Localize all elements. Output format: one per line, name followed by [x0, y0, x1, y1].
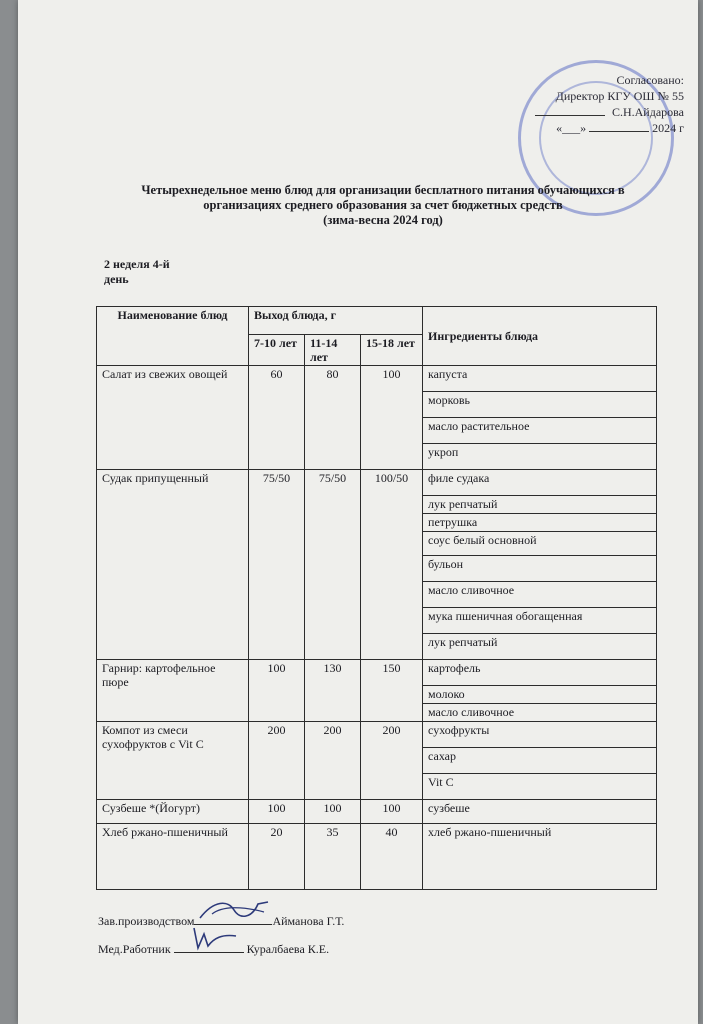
table-row	[97, 366, 657, 392]
ingredient: хлеб ржано-пшеничный	[423, 824, 657, 890]
yield-15-18: 100	[361, 366, 423, 470]
document-title	[78, 183, 688, 228]
header-age-11-14: 11-14 лет	[305, 335, 361, 366]
approval-position: Директор КГУ ОШ № 55	[555, 89, 684, 103]
title-line-3: (зима-весна 2024 год)	[323, 213, 443, 227]
yield-7-10: 100	[249, 660, 305, 722]
menu-table-body	[97, 366, 657, 890]
header-age-7-10: 7-10 лет	[249, 335, 305, 366]
dish-name: Гарнир: картофельное пюре	[97, 660, 249, 722]
week-day-label: 2 неделя 4-й день	[104, 257, 170, 286]
ingredient: молоко	[423, 686, 657, 704]
yield-11-14: 100	[305, 800, 361, 824]
ingredient: сузбеше	[423, 800, 657, 824]
header-age-15-18: 15-18 лет	[361, 335, 423, 366]
table-row	[97, 660, 657, 686]
approval-signer-row	[535, 104, 684, 120]
med-signature-scrawl	[174, 924, 244, 954]
dish-name: Компот из смеси сухофруктов с Vit C	[97, 722, 249, 800]
header-ingredients: Ингредиенты блюда	[423, 307, 657, 366]
ingredient: Vit C	[423, 774, 657, 800]
ingredient: сахар	[423, 748, 657, 774]
document-sheet	[18, 0, 698, 1024]
title-line-1: Четырехнедельное меню блюд для организации бесплатного питания обучающихся в	[141, 183, 625, 197]
ingredient: морковь	[423, 392, 657, 418]
yield-11-14: 130	[305, 660, 361, 722]
ingredient: капуста	[423, 366, 657, 392]
dish-name: Сузбеше *(Йогурт)	[97, 800, 249, 824]
ingredient: петрушка	[423, 514, 657, 532]
table-row	[97, 470, 657, 496]
yield-7-10: 200	[249, 722, 305, 800]
yield-15-18: 40	[361, 824, 423, 890]
med-name: Куралбаева К.Е.	[246, 942, 330, 956]
approval-signer: С.Н.Айдарова	[611, 105, 684, 119]
dish-name: Салат из свежих овощей	[97, 366, 249, 470]
manager-title: Зав.производством	[98, 914, 195, 928]
manager-name: Айманова Г.Т.	[272, 914, 345, 928]
ingredient: масло растительное	[423, 418, 657, 444]
dish-name: Хлеб ржано-пшеничный	[97, 824, 249, 890]
approval-date-day: «___»	[556, 121, 587, 135]
yield-7-10: 100	[249, 800, 305, 824]
yield-15-18: 200	[361, 722, 423, 800]
yield-15-18: 100/50	[361, 470, 423, 660]
yield-11-14: 200	[305, 722, 361, 800]
table-row	[97, 824, 657, 890]
ingredient: укроп	[423, 444, 657, 470]
ingredient: масло сливочное	[423, 704, 657, 722]
med-signature	[174, 940, 244, 953]
ingredient: лук репчатый	[423, 634, 657, 660]
ingredient: масло сливочное	[423, 582, 657, 608]
table-row	[97, 722, 657, 748]
med-signature-row	[98, 940, 329, 957]
approval-date-row	[535, 120, 684, 136]
approval-date-year: 2024 г	[652, 121, 684, 135]
approval-block	[535, 72, 684, 136]
ingredient: бульон	[423, 556, 657, 582]
yield-11-14: 35	[305, 824, 361, 890]
yield-15-18: 150	[361, 660, 423, 722]
ingredient: филе судака	[423, 470, 657, 496]
yield-15-18: 100	[361, 800, 423, 824]
yield-11-14: 75/50	[305, 470, 361, 660]
table-row	[97, 800, 657, 824]
yield-7-10: 75/50	[249, 470, 305, 660]
ingredient: соус белый основной	[423, 532, 657, 556]
ingredient: мука пшеничная обогащенная	[423, 608, 657, 634]
header-yield: Выход блюда, г	[249, 307, 423, 335]
med-title: Мед.Работник	[98, 942, 171, 956]
header-dish-name: Наименование блюд	[97, 307, 249, 366]
yield-11-14: 80	[305, 366, 361, 470]
yield-7-10: 20	[249, 824, 305, 890]
menu-table	[96, 306, 657, 890]
approval-heading: Согласовано:	[616, 73, 684, 87]
title-line-2: организациях среднего образования за счет бюджетных средств	[203, 198, 563, 212]
manager-signature-scrawl	[194, 896, 274, 924]
ingredient: сухофрукты	[423, 722, 657, 748]
yield-7-10: 60	[249, 366, 305, 470]
ingredient: лук репчатый	[423, 496, 657, 514]
dish-name: Судак припущенный	[97, 470, 249, 660]
ingredient: картофель	[423, 660, 657, 686]
